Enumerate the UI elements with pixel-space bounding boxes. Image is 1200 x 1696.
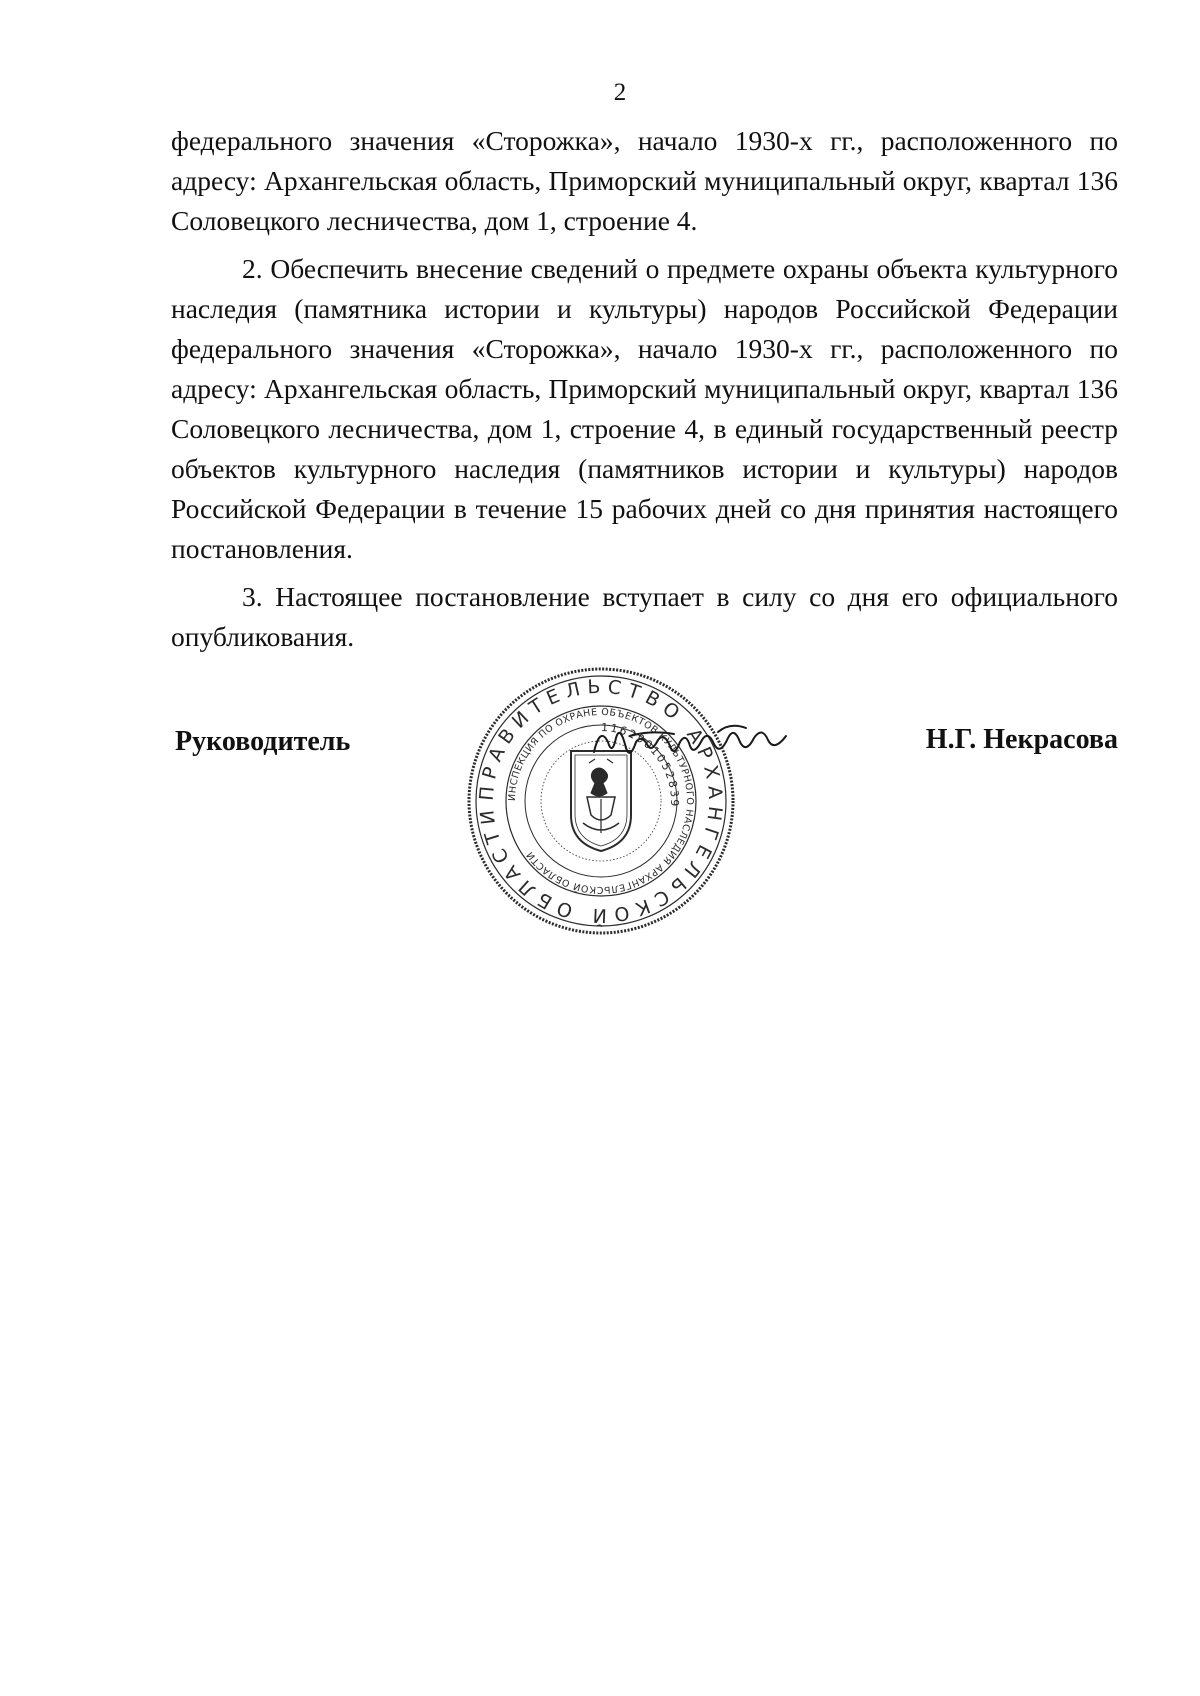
paragraph-item-2: 2. Обеспечить внесение сведений о предмете охраны объекта культурного наследия (памятника истории и культуры) народов Российской Федерации федерального значения «Сторожка», начало 1930-х гг., расположенного по адресу: Архангельская область, Приморский муниципальный округ, квартал 136 Соловецкого лесничества, дом 1, строение 4, в единый государственный реестр объектов культурного наследия (памятников истории и культуры) народов Российской Федерации в течение 15 рабочих дней со дня принятия настоящего постановления. bbox=[171, 253, 1118, 564]
paragraph-continuation: федерального значения «Сторожка», начало 1930-х гг., расположенного по адресу: Архангельская область, Приморский муниципальный округ, квартал 136 Соловецкого лесничества, дом 1, строение 4. bbox=[171, 125, 1118, 236]
seal-inner-text: ИНСПЕКЦИЯ ПО ОХРАНЕ ОБЪЕКТОВ КУЛЬТУРНОГО НАСЛЕДИЯ АРХАНГЕЛЬСКОЙ ОБЛАСТИ bbox=[506, 706, 696, 896]
signatory-title: Руководитель bbox=[175, 726, 351, 757]
signatory-name: Н.Г. Некрасова bbox=[925, 724, 1118, 755]
seal-outer-text: ПРАВИТЕЛЬСТВО АРХАНГЕЛЬСКОЙ ОБЛАСТИ bbox=[475, 675, 727, 927]
seal-ogrn-text: 1162901052839 bbox=[600, 720, 682, 809]
handwritten-signature bbox=[590, 712, 790, 782]
official-seal bbox=[465, 665, 737, 937]
paragraph-item-3: 3. Настоящее постановление вступает в силу со дня его официального опубликования. bbox=[171, 581, 1118, 652]
document-body bbox=[171, 121, 1118, 665]
page-number: 2 bbox=[613, 79, 627, 106]
